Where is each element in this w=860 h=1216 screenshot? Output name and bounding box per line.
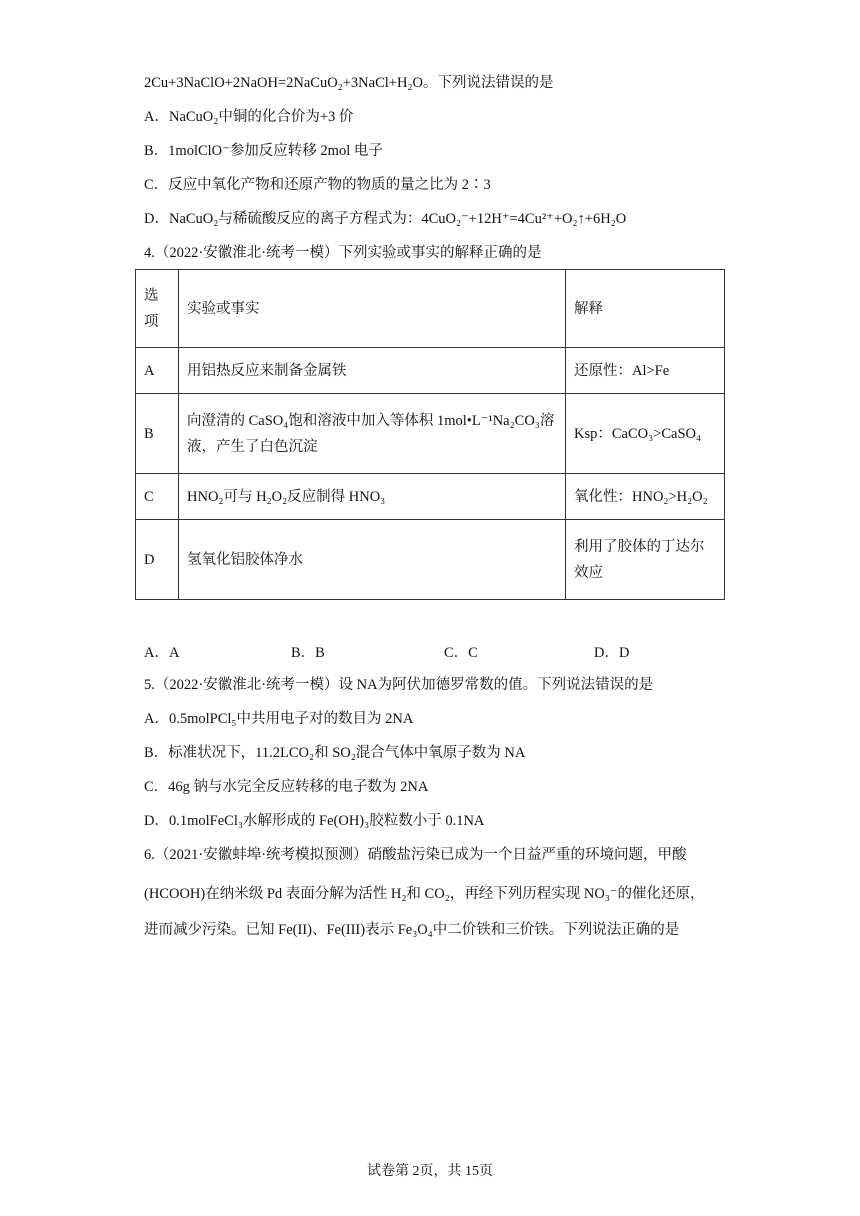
row-fact: HNO₂可与 H₂O₂反应制得 HNO₃ [179, 474, 566, 520]
row-explain: 利用了胶体的丁达尔效应 [566, 520, 725, 600]
row-fact: 用铝热反应来制备金属铁 [179, 348, 566, 394]
row-explain: Ksp：CaCO₃>CaSO₄ [566, 394, 725, 474]
header-explain: 解释 [566, 270, 725, 348]
q4-option-c: C．C [444, 645, 478, 661]
table-row [136, 520, 725, 600]
row-explain: 氧化性：HNO₂>H₂O₂ [566, 474, 725, 520]
q4-option-b: B．B [291, 645, 325, 661]
q6-stem-line2: (HCOOH)在纳米级 Pd 表面分解为活性 H₂和 CO₂，再经下列历程实现 NO₃⁻的催化还原， [144, 886, 705, 902]
q3-option-d: D．NaCuO₂与稀硫酸反应的离子方程式为：4CuO₂⁻+12H⁺=4Cu²⁺+O₂↑+6H₂O [144, 211, 627, 227]
row-explain: 还原性：Al>Fe [566, 348, 725, 394]
table-row [136, 348, 725, 394]
row-fact: 向澄清的 CaSO₄饱和溶液中加入等体积 1mol•L⁻¹Na₂CO₃溶液，产生了白色沉淀 [179, 394, 566, 474]
row-option: A [136, 348, 179, 394]
header-fact: 实验或事实 [179, 270, 566, 348]
q3-option-b: B．1molClO⁻参加反应转移 2mol 电子 [144, 143, 383, 159]
q4-stem: 4.（2022·安徽淮北·统考一模）下列实验或事实的解释正确的是 [144, 245, 542, 261]
q5-option-c: C．46g 钠与水完全反应转移的电子数为 2NA [144, 779, 429, 795]
table-header-row [136, 270, 725, 348]
q5-stem: 5.（2022·安徽淮北·统考一模）设 NA为阿伏加德罗常数的值。下列说法错误的是 [144, 677, 654, 693]
row-fact: 氢氧化铝胶体净水 [179, 520, 566, 600]
q3-option-c: C．反应中氧化产物和还原产物的物质的量之比为 2∶3 [144, 177, 491, 193]
q6-stem-line3: 进而减少污染。已知 Fe(II)、Fe(III)表示 Fe₃O₄中二价铁和三价铁。下列说法正确的是 [144, 922, 680, 938]
q4-table [135, 269, 725, 600]
row-option: C [136, 474, 179, 520]
q4-option-d: D．D [594, 645, 630, 661]
q3-stem: 2Cu+3NaClO+2NaOH=2NaCuO₂+3NaCl+H₂O。下列说法错误的是 [144, 75, 554, 91]
q5-option-a: A．0.5molPCl₅中共用电子对的数目为 2NA [144, 711, 414, 727]
table-row [136, 394, 725, 474]
row-option: B [136, 394, 179, 474]
table-row [136, 474, 725, 520]
row-option: D [136, 520, 179, 600]
q5-option-b: B．标准状况下，11.2LCO₂和 SO₂混合气体中氧原子数为 NA [144, 745, 526, 761]
q5-option-d: D．0.1molFeCl₃水解形成的 Fe(OH)₃胶粒数小于 0.1NA [144, 813, 485, 829]
q3-option-a: A．NaCuO₂中铜的化合价为+3 价 [144, 109, 354, 125]
q6-stem-line1: 6.（2021·安徽蚌埠·统考模拟预测）硝酸盐污染已成为一个日益严重的环境问题，甲酸 [144, 847, 687, 863]
page-footer: 试卷第 2页，共 15页 [367, 1164, 493, 1179]
header-option: 选项 [136, 270, 179, 348]
q4-option-a: A．A [144, 645, 180, 661]
